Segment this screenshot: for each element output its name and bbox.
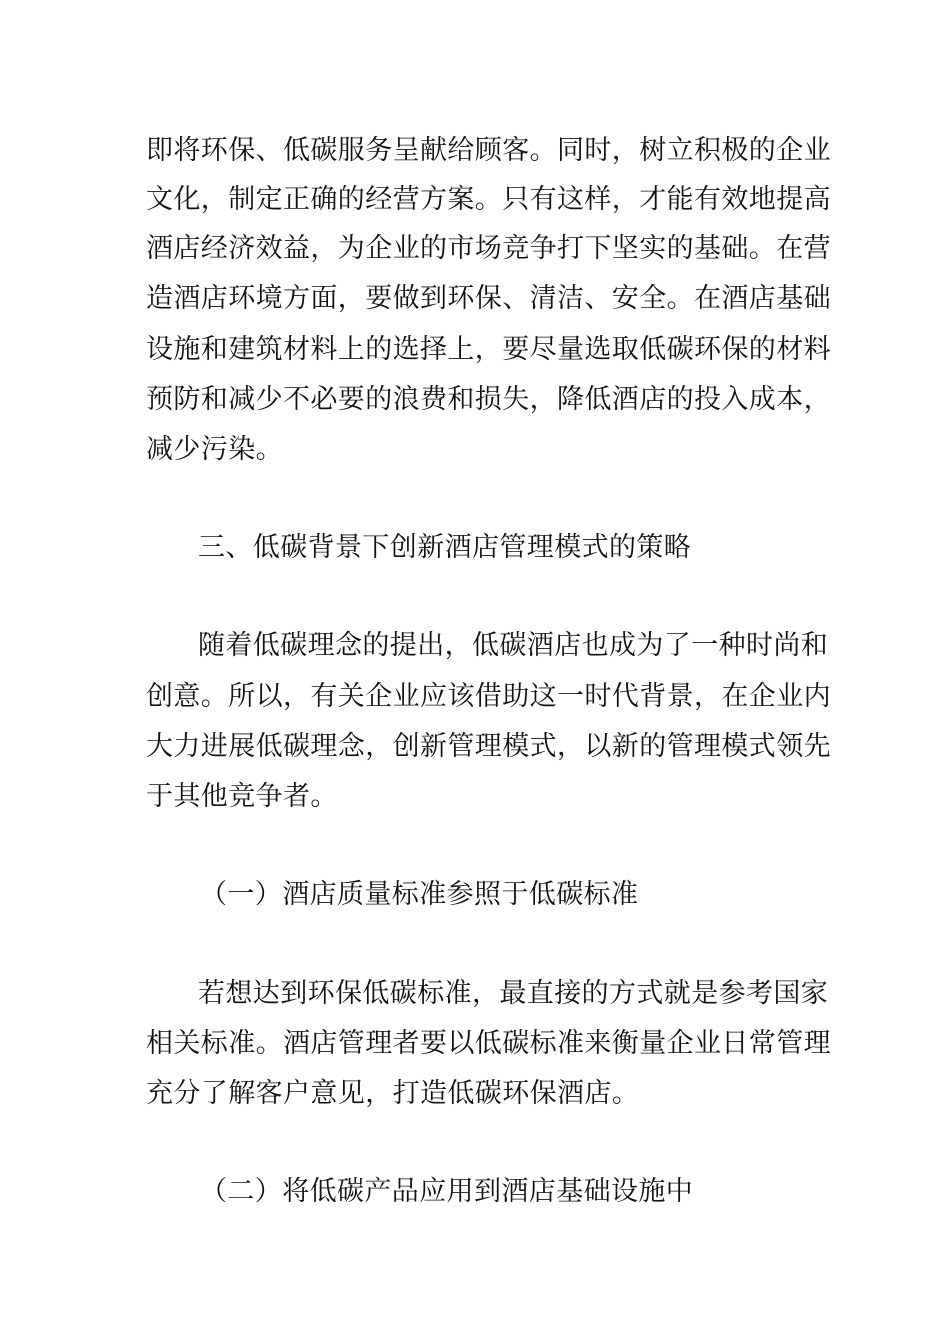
subsection-heading: （一）酒店质量标准参照于低碳标准 — [200, 879, 639, 910]
paragraph-line: 减少污染。 — [146, 434, 283, 465]
paragraph-line: 相关标准。酒店管理者要以低碳标准来衡量企业日常管理 — [146, 1028, 831, 1059]
paragraph-line: 创意。所以，有关企业应该借助这一时代背景，在企业内 — [146, 681, 831, 712]
paragraph-line: 即将环保、低碳服务呈献给顾客。同时，树立积极的企业 — [146, 135, 831, 166]
paragraph-line: 设施和建筑材料上的选择上，要尽量选取低碳环保的材料 — [146, 334, 831, 365]
paragraph-line: 于其他竞争者。 — [146, 781, 338, 812]
paragraph-line: 充分了解客户意见，打造低碳环保酒店。 — [146, 1078, 640, 1109]
paragraph-line: 随着低碳理念的提出，低碳酒店也成为了一种时尚和 — [198, 630, 829, 661]
paragraph-line: 预防和减少不必要的浪费和损失，降低酒店的投入成本， — [146, 384, 831, 415]
paragraph-line: 大力进展低碳理念，创新管理模式，以新的管理模式领先 — [146, 731, 831, 762]
paragraph-line: 文化，制定正确的经营方案。只有这样，才能有效地提高 — [146, 184, 831, 215]
paragraph-line: 若想达到环保低碳标准，最直接的方式就是参考国家 — [198, 978, 829, 1009]
section-heading: 三、低碳背景下创新酒店管理模式的策略 — [198, 532, 692, 563]
paragraph-line: 酒店经济效益，为企业的市场竞争打下坚实的基础。在营 — [146, 233, 831, 264]
subsection-heading: （二）将低碳产品应用到酒店基础设施中 — [200, 1176, 694, 1207]
paragraph-line: 造酒店环境方面，要做到环保、清洁、安全。在酒店基础 — [146, 283, 831, 314]
